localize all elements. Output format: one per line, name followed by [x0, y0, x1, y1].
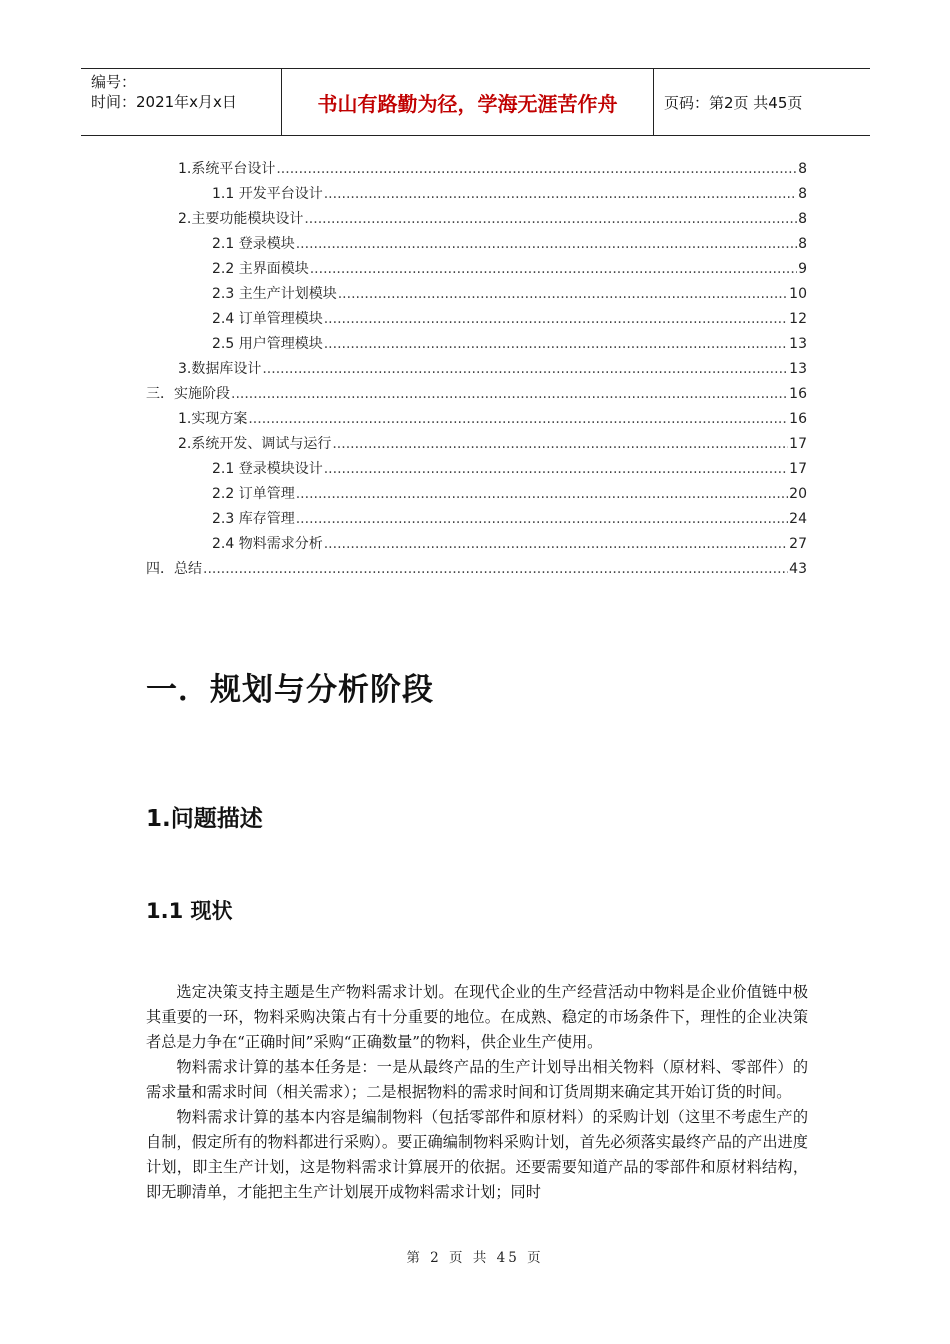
- toc-entry[interactable]: [212, 233, 807, 258]
- paragraph: 物料需求计算的基本内容是编制物料（包括零部件和原材料）的采购计划（这里不考虑生产的自制，假定所有的物料都进行采购）。要正确编制物料采购计划，首先必须落实最终产品的产出进度计划，即主生产计划，这是物料需求计算展开的依据。还要需要知道产品的零部件和原材料结构，即无聊清单，才能把主生产计划展开成物料需求计划；同时: [146, 1108, 808, 1201]
- toc-leader-dots: [304, 211, 797, 227]
- toc-entry-page: 8: [798, 236, 807, 252]
- toc-leader-dots: [262, 361, 788, 377]
- toc-entry-label: 三．实施阶段: [146, 386, 230, 402]
- body-text: [146, 980, 808, 1205]
- toc-entry[interactable]: [212, 533, 807, 558]
- toc-entry-page: 20: [789, 486, 807, 502]
- toc-entry[interactable]: [178, 358, 807, 383]
- toc-entry[interactable]: [212, 508, 807, 533]
- toc-leader-dots: [296, 511, 788, 527]
- toc-leader-dots: [296, 486, 788, 502]
- page-footer: 第 2 页 共 45 页: [406, 1250, 544, 1266]
- toc-entry-page: 8: [798, 211, 807, 227]
- toc-entry-label: 2.主要功能模块设计: [178, 211, 304, 227]
- toc-entry-page: 13: [789, 361, 807, 377]
- toc-entry-label: 四．总结: [146, 561, 202, 577]
- toc-leader-dots: [231, 386, 788, 402]
- toc-entry-label: 2.系统开发、调试与运行: [178, 436, 332, 452]
- toc-entry-page: 16: [789, 386, 807, 402]
- toc-entry[interactable]: [212, 183, 807, 208]
- chapter-heading: 一．规划与分析阶段: [146, 672, 434, 708]
- toc-entry-page: 12: [789, 311, 807, 327]
- toc-entry[interactable]: [178, 433, 807, 458]
- page-header: [81, 68, 870, 136]
- toc-entry[interactable]: [212, 308, 807, 333]
- toc-entry-label: 3.数据库设计: [178, 361, 262, 377]
- toc-entry[interactable]: [212, 458, 807, 483]
- toc-entry-page: 43: [789, 561, 807, 577]
- toc-entry-label: 2.3 库存管理: [212, 511, 295, 527]
- toc-entry-label: 2.4 订单管理模块: [212, 311, 323, 327]
- toc-entry[interactable]: [178, 158, 807, 183]
- toc-entry-label: 2.5 用户管理模块: [212, 336, 323, 352]
- paragraph: 物料需求计算的基本任务是：一是从最终产品的生产计划导出相关物料（原材料、零部件）的需求量和需求时间（相关需求）；二是根据物料的需求时间和订货周期来确定其开始订货的时间。: [146, 1058, 808, 1101]
- toc-entry-label: 2.4 物料需求分析: [212, 536, 323, 552]
- header-page-label: 页码：第2页 共45页: [664, 93, 803, 112]
- toc-leader-dots: [324, 311, 788, 327]
- toc-entry[interactable]: [212, 333, 807, 358]
- toc-entry-page: 9: [798, 261, 807, 277]
- toc-leader-dots: [324, 536, 788, 552]
- toc-entry-label: 1.系统平台设计: [178, 161, 276, 177]
- toc-entry-page: 13: [789, 336, 807, 352]
- toc-leader-dots: [332, 436, 788, 452]
- toc-entry-page: 8: [798, 186, 807, 202]
- toc-entry[interactable]: [146, 558, 807, 583]
- toc-leader-dots: [248, 411, 788, 427]
- toc-entry[interactable]: [212, 258, 807, 283]
- section-heading: 1.问题描述: [146, 806, 263, 832]
- toc-leader-dots: [324, 186, 797, 202]
- toc-entry-page: 24: [789, 511, 807, 527]
- toc-entry-label: 1.1 开发平台设计: [212, 186, 323, 202]
- toc-entry[interactable]: [178, 208, 807, 233]
- toc-entry[interactable]: [212, 283, 807, 308]
- toc-entry-page: 10: [789, 286, 807, 302]
- toc-entry-page: 16: [789, 411, 807, 427]
- toc-leader-dots: [324, 461, 788, 477]
- toc-entry-page: 17: [789, 436, 807, 452]
- toc-entry-page: 17: [789, 461, 807, 477]
- toc-entry-label: 1.实现方案: [178, 411, 248, 427]
- toc-leader-dots: [338, 286, 788, 302]
- toc-leader-dots: [324, 336, 788, 352]
- toc-entry-label: 2.1 登录模块设计: [212, 461, 323, 477]
- document-number-label: 编号：: [91, 73, 137, 91]
- header-motto: 书山有路勤为径，学海无涯苦作舟: [282, 69, 654, 135]
- toc-entry-page: 27: [789, 536, 807, 552]
- toc-entry-label: 2.3 主生产计划模块: [212, 286, 337, 302]
- header-meta-cell: [81, 69, 282, 135]
- toc-entry[interactable]: [178, 408, 807, 433]
- toc-leader-dots: [296, 236, 797, 252]
- toc-entry[interactable]: [146, 383, 807, 408]
- document-time-label: 时间：2021年x月x日: [91, 93, 237, 111]
- subsection-heading: 1.1 现状: [146, 899, 233, 923]
- toc-entry[interactable]: [212, 483, 807, 508]
- toc-entry-label: 2.2 订单管理: [212, 486, 295, 502]
- toc-leader-dots: [310, 261, 797, 277]
- toc-leader-dots: [276, 161, 797, 177]
- paragraph: 选定决策支持主题是生产物料需求计划。在现代企业的生产经营活动中物料是企业价值链中极其重要的一环，物料采购决策占有十分重要的地位。在成熟、稳定的市场条件下，理性的企业决策者总是力争在“正确时间”采购“正确数量”的物料，供企业生产使用。: [146, 983, 808, 1051]
- toc-entry-label: 2.2 主界面模块: [212, 261, 309, 277]
- toc-entry-page: 8: [798, 161, 807, 177]
- toc-entry-label: 2.1 登录模块: [212, 236, 295, 252]
- toc-leader-dots: [203, 561, 788, 577]
